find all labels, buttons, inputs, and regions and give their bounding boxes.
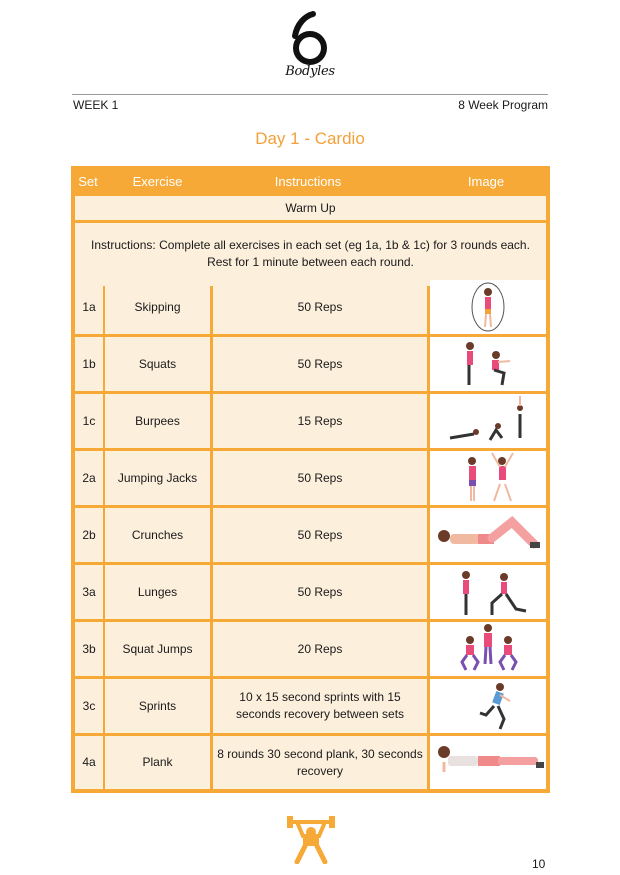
- instructions-cell: 8 rounds 30 second plank, 30 seconds recovery: [213, 736, 427, 789]
- exercise-cell: Jumping Jacks: [105, 451, 210, 505]
- warmup-row: Warm Up: [75, 196, 546, 220]
- instructions-cell: 50 Reps: [213, 451, 427, 505]
- weightlifter-icon: [283, 812, 339, 864]
- column-header-exercise: Exercise: [132, 174, 183, 189]
- program-label: 8 Week Program: [458, 98, 548, 112]
- exercise-cell: Burpees: [105, 394, 210, 448]
- week-label: WEEK 1: [73, 98, 119, 112]
- exercise-cell: Squats: [105, 337, 210, 391]
- instructions-cell: 50 Reps: [213, 565, 427, 619]
- crunches-illustration: [430, 508, 546, 562]
- squats-illustration: [430, 337, 546, 391]
- exercise-cell: Lunges: [105, 565, 210, 619]
- instructions-line-2: Rest for 1 minute between each round.: [207, 255, 414, 269]
- exercise-cell: Skipping: [105, 280, 210, 334]
- header-rule: [72, 94, 548, 95]
- exercise-table: [71, 166, 550, 793]
- instructions-cell: 15 Reps: [213, 394, 427, 448]
- set-cell: 1c: [75, 394, 103, 448]
- logo-text: Bodyles: [285, 64, 335, 79]
- exercise-cell: Squat Jumps: [105, 622, 210, 676]
- instructions-cell: 20 Reps: [213, 622, 427, 676]
- column-header-set: Set: [78, 174, 98, 189]
- instructions-line-1: Instructions: Complete all exercises in each set (eg 1a, 1b & 1c) for 3 rounds each.: [91, 238, 530, 252]
- exercise-cell: Sprints: [105, 679, 210, 733]
- column-header-image: Image: [467, 174, 505, 189]
- page-number: 10: [532, 857, 546, 871]
- sprints-illustration: [430, 679, 546, 733]
- table-header: [71, 166, 550, 196]
- bodyles-logo: [283, 10, 337, 82]
- jumping-jacks-illustration: [430, 451, 546, 505]
- exercise-cell: Crunches: [105, 508, 210, 562]
- column-header-instructions: Instructions: [274, 174, 342, 189]
- instructions-cell: 50 Reps: [213, 508, 427, 562]
- set-cell: 4a: [75, 736, 103, 789]
- exercise-cell: Plank: [105, 736, 210, 789]
- plank-illustration: [430, 736, 546, 789]
- set-cell: 1a: [75, 280, 103, 334]
- instructions-row: [75, 223, 546, 286]
- instructions-cell: 50 Reps: [213, 337, 427, 391]
- set-cell: 2a: [75, 451, 103, 505]
- set-cell: 3a: [75, 565, 103, 619]
- lunges-illustration: [430, 565, 546, 619]
- set-cell: 3c: [75, 679, 103, 733]
- instructions-cell: 10 x 15 second sprints with 15 seconds recovery between sets: [213, 679, 427, 733]
- set-cell: 3b: [75, 622, 103, 676]
- logo-mark-icon: [283, 10, 337, 66]
- set-cell: 1b: [75, 337, 103, 391]
- page-title: Day 1 - Cardio: [255, 129, 365, 148]
- squat-jumps-illustration: [430, 622, 546, 676]
- skipping-illustration: [430, 280, 546, 334]
- set-cell: 2b: [75, 508, 103, 562]
- instructions-cell: 50 Reps: [213, 280, 427, 334]
- burpees-illustration: [430, 394, 546, 448]
